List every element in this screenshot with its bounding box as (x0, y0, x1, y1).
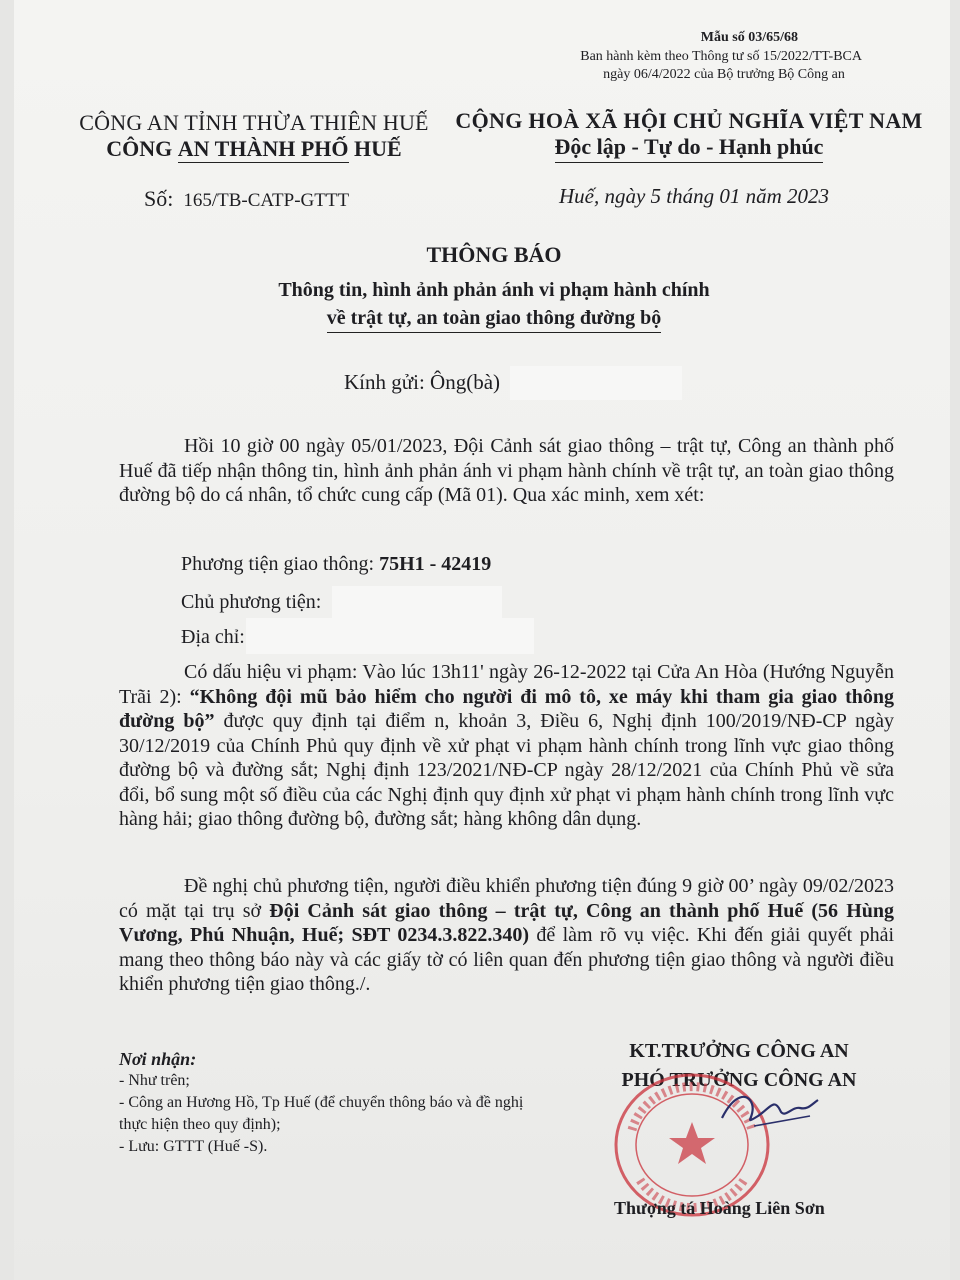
paragraph-request (119, 874, 894, 997)
document-subtitle-1: Thông tin, hình ảnh phản ánh vi phạm hành chính (278, 279, 710, 301)
owner-line (181, 591, 321, 614)
document-page (14, 0, 950, 1280)
redacted-recipient-name (510, 366, 682, 400)
recipient-line (344, 370, 500, 395)
agency-parent: CÔNG AN TỈNH THỪA THIÊN HUẾ (79, 110, 429, 135)
form-note-line2: ngày 06/4/2022 của Bộ trưởng Bộ Công an (603, 67, 845, 82)
agency-name-suffix: HUẾ (348, 136, 402, 161)
address-label: Địa chỉ: (181, 626, 245, 648)
owner-label: Chủ phương tiện: (181, 591, 322, 613)
national-motto: Độc lập - Tự do - Hạnh phúc (555, 134, 824, 163)
request-location: Đội Cảnh sát giao thông – trật tự, Công an thành phố Huế (56 Hùng Vương, Phú Nhuận, Huế; SĐT 0234.3.822.340) (119, 899, 894, 946)
country-name: CỘNG HOÀ XÃ HỘI CHỦ NGHĨA VIỆT NAM (455, 108, 923, 133)
agency-name-prefix: CÔNG (106, 136, 178, 161)
violation-text-end: được quy định tại điểm n, khoản 3, Điều 6, Nghị định 100/2019/NĐ-CP ngày 30/12/2019 của Chính Phủ quy định về xử phạt vi phạm hành chính trong lĩnh vực giao thông đường bộ và đường sắt; Nghị định 123/2021/NĐ-CP ngày 28/12/2021 của Chính Phủ về sửa đổi, bổ sung một số điều của các Nghị định quy định xử phạt vi phạm hành chính trong lĩnh vực hàng hải; giao thông đường bộ, đường sắt; hàng không dân dụng. (119, 710, 894, 830)
agency-name (106, 136, 401, 163)
address-line (181, 626, 245, 649)
issuing-agency (74, 110, 434, 163)
violation-text-start: Có dấu hiệu vi phạm: Vào lúc 13h11' ngày 26-12-2022 tại Cửa An Hòa (Hướng Nguyễn Trãi 2): (119, 661, 894, 708)
vehicle-line (181, 553, 491, 576)
signer-title-1: KT.TRƯỞNG CÔNG AN (629, 1040, 849, 1062)
document-number-label: Số: (144, 186, 174, 211)
vehicle-plate: 75H1 - 42419 (379, 553, 492, 575)
paragraph-intro: Hồi 10 giờ 00 ngày 05/01/2023, Đội Cảnh sát giao thông – trật tự, Công an thành phố Huế đã tiếp nhận thông tin, hình ảnh phản ánh vi phạm hành chính về trật tự, an toàn giao thông đường bộ do cá nhân, tổ chức cung cấp (Mã 01). Qua xác minh, xem xét: (119, 435, 894, 506)
document-date: Huế, ngày 5 tháng 01 năm 2023 (559, 184, 830, 208)
request-text-end: để làm rõ vụ việc. Khi đến giải quyết phải mang theo thông báo này và các giấy tờ có liên quan đến phương tiện giao thông và người điều khiển phương tiện giao thông./. (119, 924, 895, 995)
recipients-item-1: - Như trên; (119, 1072, 190, 1089)
redacted-owner-name (332, 586, 502, 618)
document-title: THÔNG BÁO (426, 242, 562, 267)
document-subtitle-2: về trật tự, an toàn giao thông đường bộ (327, 304, 662, 333)
recipients-item-3: - Lưu: GTTT (Huế -S). (119, 1138, 268, 1155)
document-number (144, 186, 349, 212)
recipient-label: Kính gửi: Ông(bà) (344, 370, 501, 394)
document-number-value: 165/TB-CATP-GTTT (183, 190, 350, 211)
violation-description: “Không đội mũ bảo hiểm cho người đi mô tô, xe máy khi tham gia giao thông đường bộ” (119, 685, 894, 732)
vehicle-label: Phương tiện giao thông: (181, 553, 380, 575)
recipients-item-2: - Công an Hương Hồ, Tp Huế (để chuyển thông báo và đề nghị thực hiện theo quy định); (119, 1094, 524, 1133)
recipients-list (119, 1048, 539, 1158)
request-text-start: Đề nghị chủ phương tiện, người điều khiển phương tiện đúng 9 giờ 00’ ngày 09/02/2023 có mặt tại trụ sở (119, 875, 894, 922)
form-note-line1: Ban hành kèm theo Thông tư số 15/2022/TT-BCA (580, 49, 862, 64)
form-note (562, 48, 862, 84)
form-number: Mẫu số 03/65/68 (700, 30, 798, 45)
agency-name-underlined: AN THÀNH PHỐ (177, 136, 349, 161)
handwritten-signature-icon (714, 1086, 824, 1136)
signer-name: Thượng tá Hoàng Liên Sơn (614, 1198, 825, 1218)
redacted-address (246, 618, 534, 654)
signer-title-2: PHÓ TRƯỞNG CÔNG AN (621, 1069, 857, 1091)
recipients-heading: Nơi nhận: (119, 1049, 197, 1069)
document-title-block (14, 242, 960, 333)
national-header (454, 108, 924, 163)
paragraph-violation (119, 660, 894, 832)
